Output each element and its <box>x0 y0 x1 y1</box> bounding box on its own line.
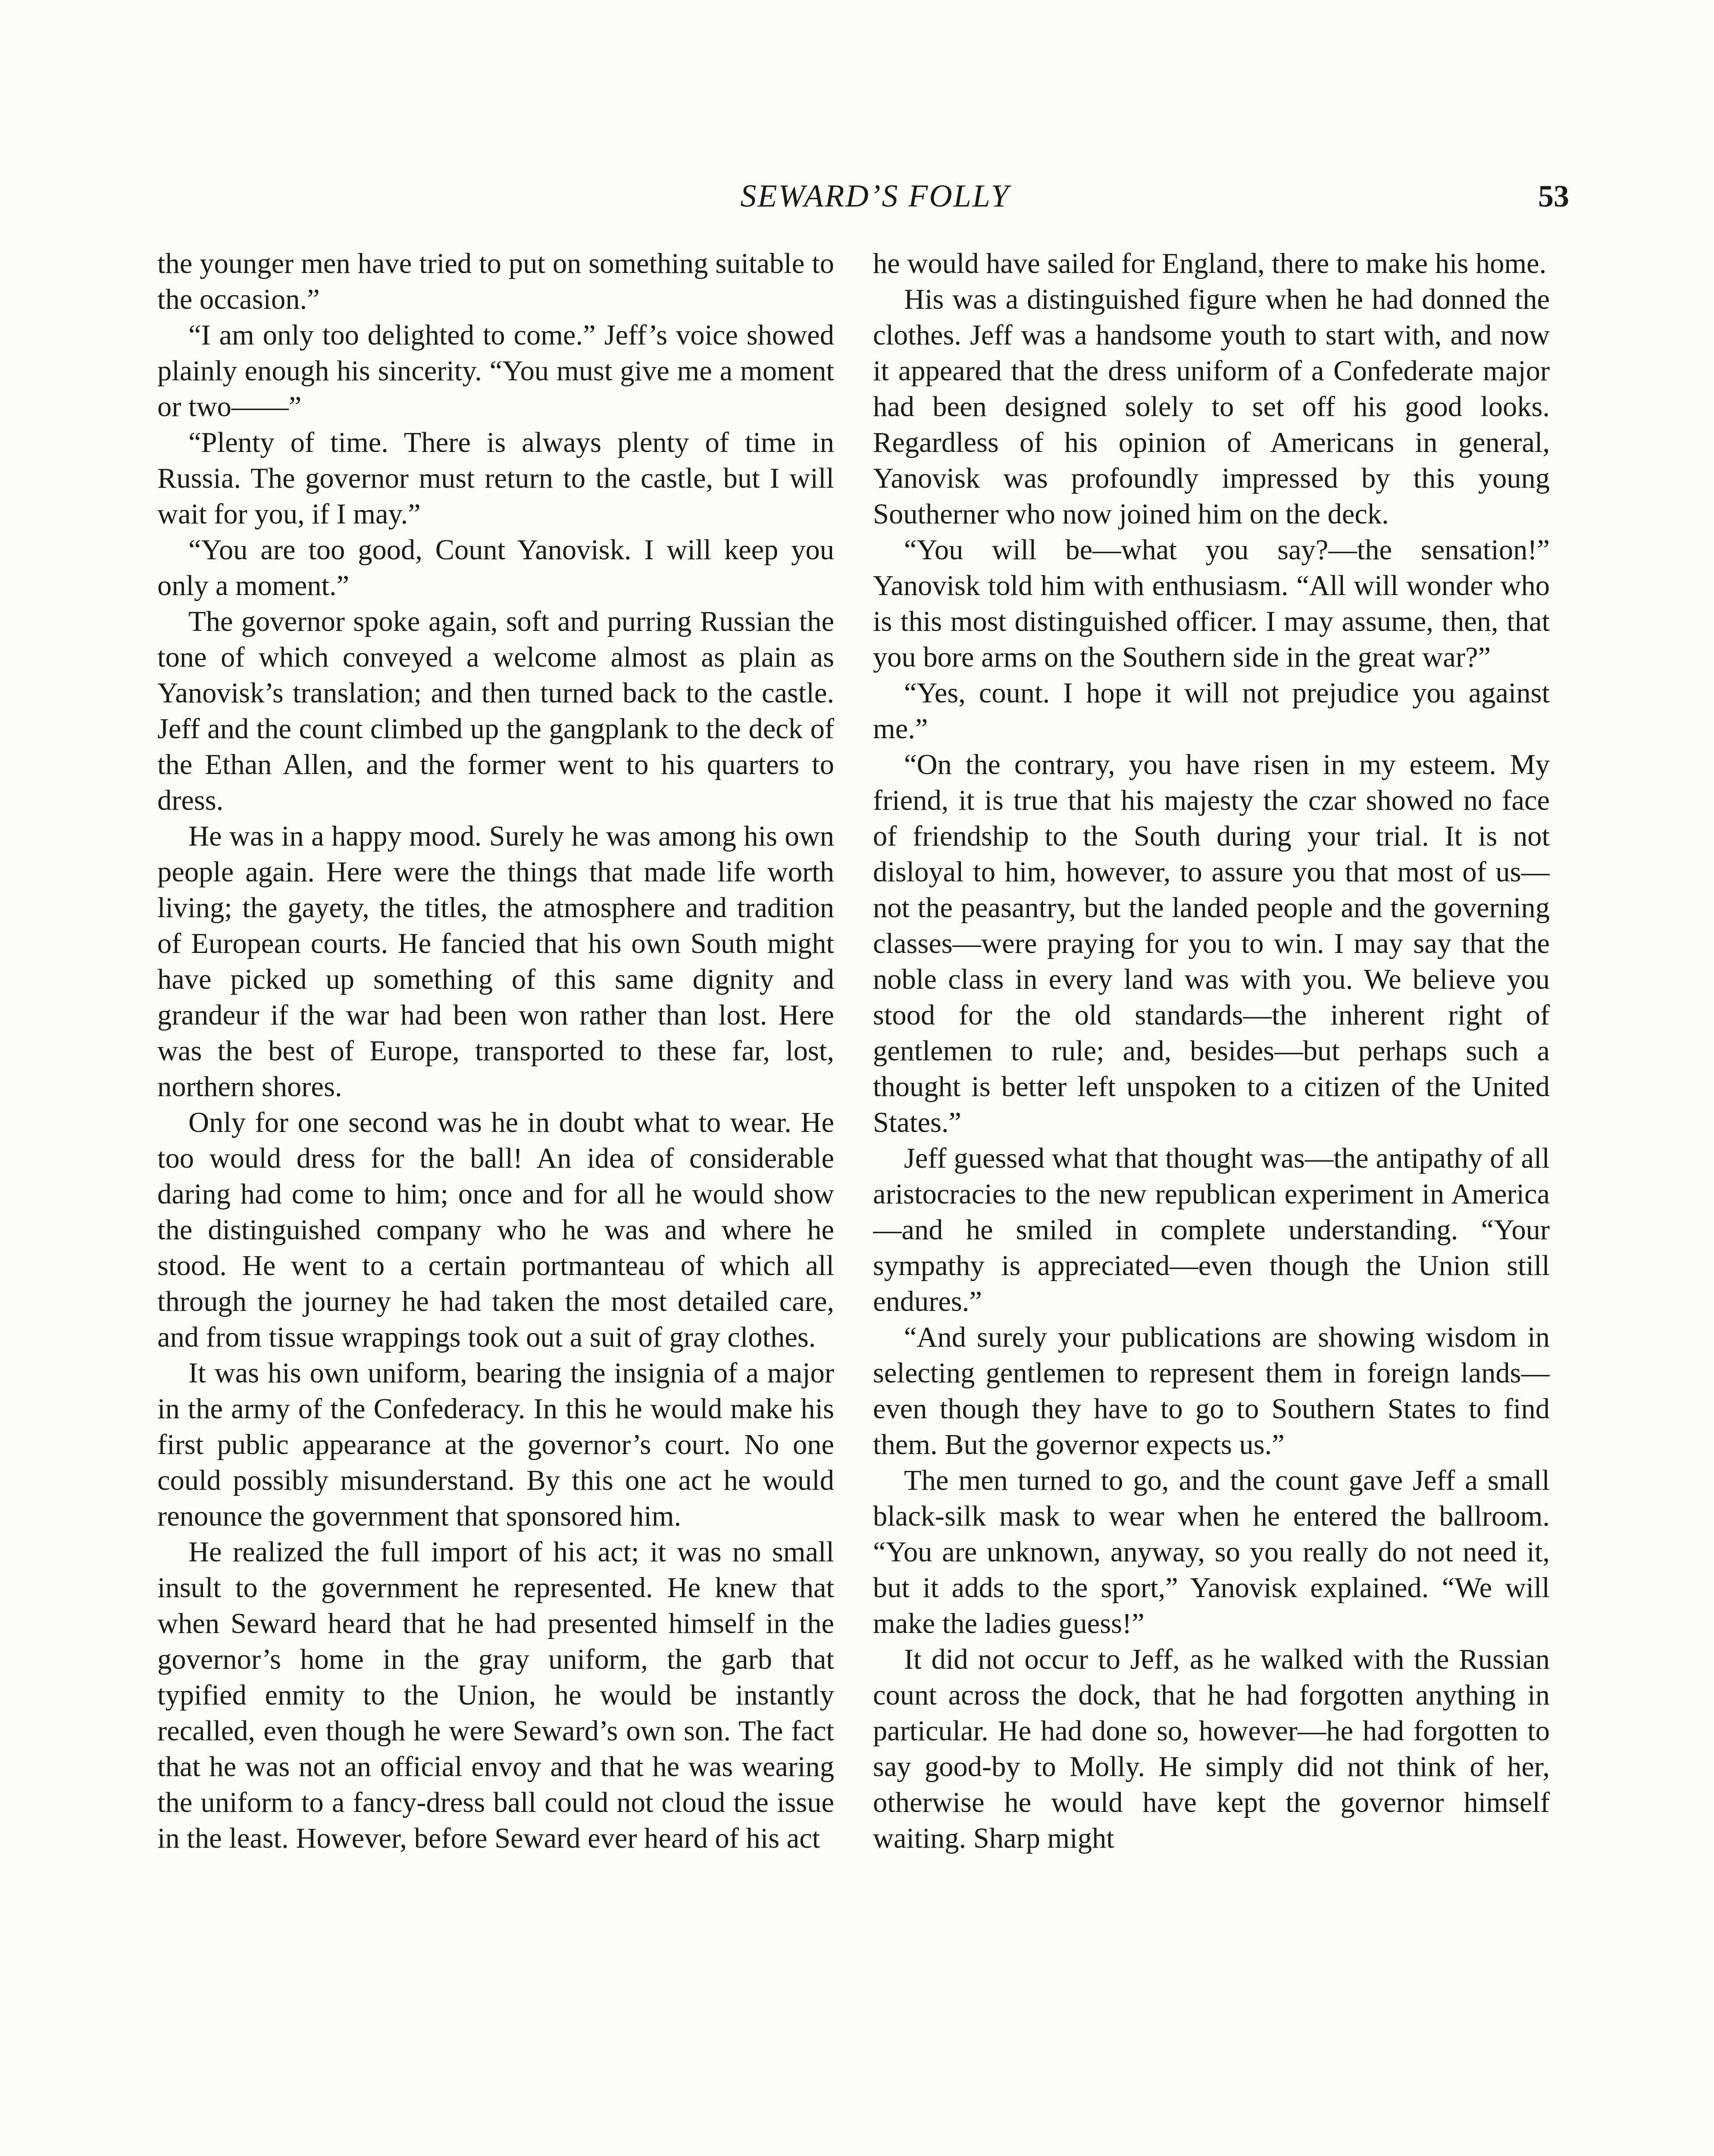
paragraph: He realized the full import of his act; it was no small insult to the government he represented. He knew that when Seward heard that he had presented himself in the governor’s home in the gray uniform, the garb that typified enmity to the Union, he would be instantly recalled, even though he were Seward’s own son. The fact that he was not an official envoy and that he was wearing the uniform to a fancy-dress ball could not cloud the issue in the least. However, before Seward ever heard of his act <box>157 1536 834 1854</box>
paragraph: “And surely your publications are showing wisdom in selecting gentlemen to represent them in foreign lands—even though they have to go to Southern States to find them. But the governor expects us.” <box>873 1322 1550 1460</box>
paragraph: He was in a happy mood. Surely he was among his own people again. Here were the things that made life worth living; the gayety, the titles, the atmosphere and tradition of European courts. He fancied that his own South might have picked up something of this same dignity and grandeur if the war had been won rather than lost. Here was the best of Europe, transported to these far, lost, northern shores. <box>157 821 834 1103</box>
paragraph: His was a distinguished figure when he had donned the clothes. Jeff was a handsome youth to start with, and now it appeared that the dress uniform of a Confederate major had been designed solely to set off his good looks. Regardless of his opinion of Americans in general, Yanovisk was profoundly impressed by this young Southerner who now joined him on the deck. <box>873 284 1550 530</box>
right-column <box>873 246 1550 2156</box>
running-title: SEWARD’S FOLLY <box>740 179 1010 214</box>
paragraph: “You will be—what you say?—the sensation!” Yanovisk told him with enthusiasm. “All will wonder who is this most distinguished officer. I may assume, then, that you bore arms on the Southern side in the great war?” <box>873 534 1550 673</box>
paragraph: “Yes, count. I hope it will not prejudice you against me.” <box>873 677 1550 745</box>
paragraph: The governor spoke again, soft and purring Russian the tone of which conveyed a welcome almost as plain as Yanovisk’s translation; and then turned back to the castle. Jeff and the count climbed up the gangplank to the deck of the Ethan Allen, and the former went to his quarters to dress. <box>157 606 834 816</box>
paragraph: It was his own uniform, bearing the insignia of a major in the army of the Confederacy. In this he would make his first public appearance at the governor’s court. No one could possibly misunderstand. By this one act he would renounce the government that sponsored him. <box>157 1357 834 1532</box>
paragraph: It did not occur to Jeff, as he walked with the Russian count across the dock, that he had forgotten anything in particular. He had done so, however—he had forgotten to say good-by to Molly. He simply did not think of her, otherwise he would have kept the governor himself waiting. Sharp might <box>873 1644 1550 1854</box>
paragraph: Jeff guessed what that thought was—the antipathy of all aristocracies to the new republican experiment in America—and he smiled in complete understanding. “Your sympathy is appreciated—even though the Union still endures.” <box>873 1143 1550 1317</box>
paragraph: the younger men have tried to put on something suitable to the occasion.” <box>157 248 834 315</box>
paragraph: he would have sailed for England, there to make his home. <box>873 248 1547 279</box>
page-header <box>0 172 1714 220</box>
paragraph: Only for one second was he in doubt what to wear. He too would dress for the ball! An idea of considerable daring had come to him; once and for all he would show the distinguished company who he was and where he stood. He went to a certain portmanteau of which all through the journey he had taken the most detailed care, and from tissue wrappings took out a suit of gray clothes. <box>157 1107 834 1353</box>
paragraph: The men turned to go, and the count gave Jeff a small black-silk mask to wear when he entered the ballroom. “You are unknown, anyway, so you really do not need it, but it adds to the sport,” Yanovisk explained. “We will make the ladies guess!” <box>873 1465 1550 1639</box>
page-number: 53 <box>1538 179 1569 213</box>
left-column <box>157 246 834 2156</box>
paragraph: “I am only too delighted to come.” Jeff’s voice showed plainly enough his sincerity. “You must give me a moment or two——” <box>157 320 834 423</box>
paragraph: “On the contrary, you have risen in my esteem. My friend, it is true that his majesty the czar showed no face of friendship to the South during your trial. It is not disloyal to him, however, to assure you that most of us—not the peasantry, but the landed people and the governing classes—were praying for you to win. I may say that the noble class in every land was with you. We believe you stood for the old standards—the inherent right of gentlemen to rule; and, besides—but perhaps such a thought is better left unspoken to a citizen of the United States.” <box>873 749 1550 1138</box>
paragraph: “Plenty of time. There is always plenty of time in Russia. The governor must return to the castle, but I will wait for you, if I may.” <box>157 427 834 530</box>
paragraph: “You are too good, Count Yanovisk. I will keep you only a moment.” <box>157 534 834 602</box>
